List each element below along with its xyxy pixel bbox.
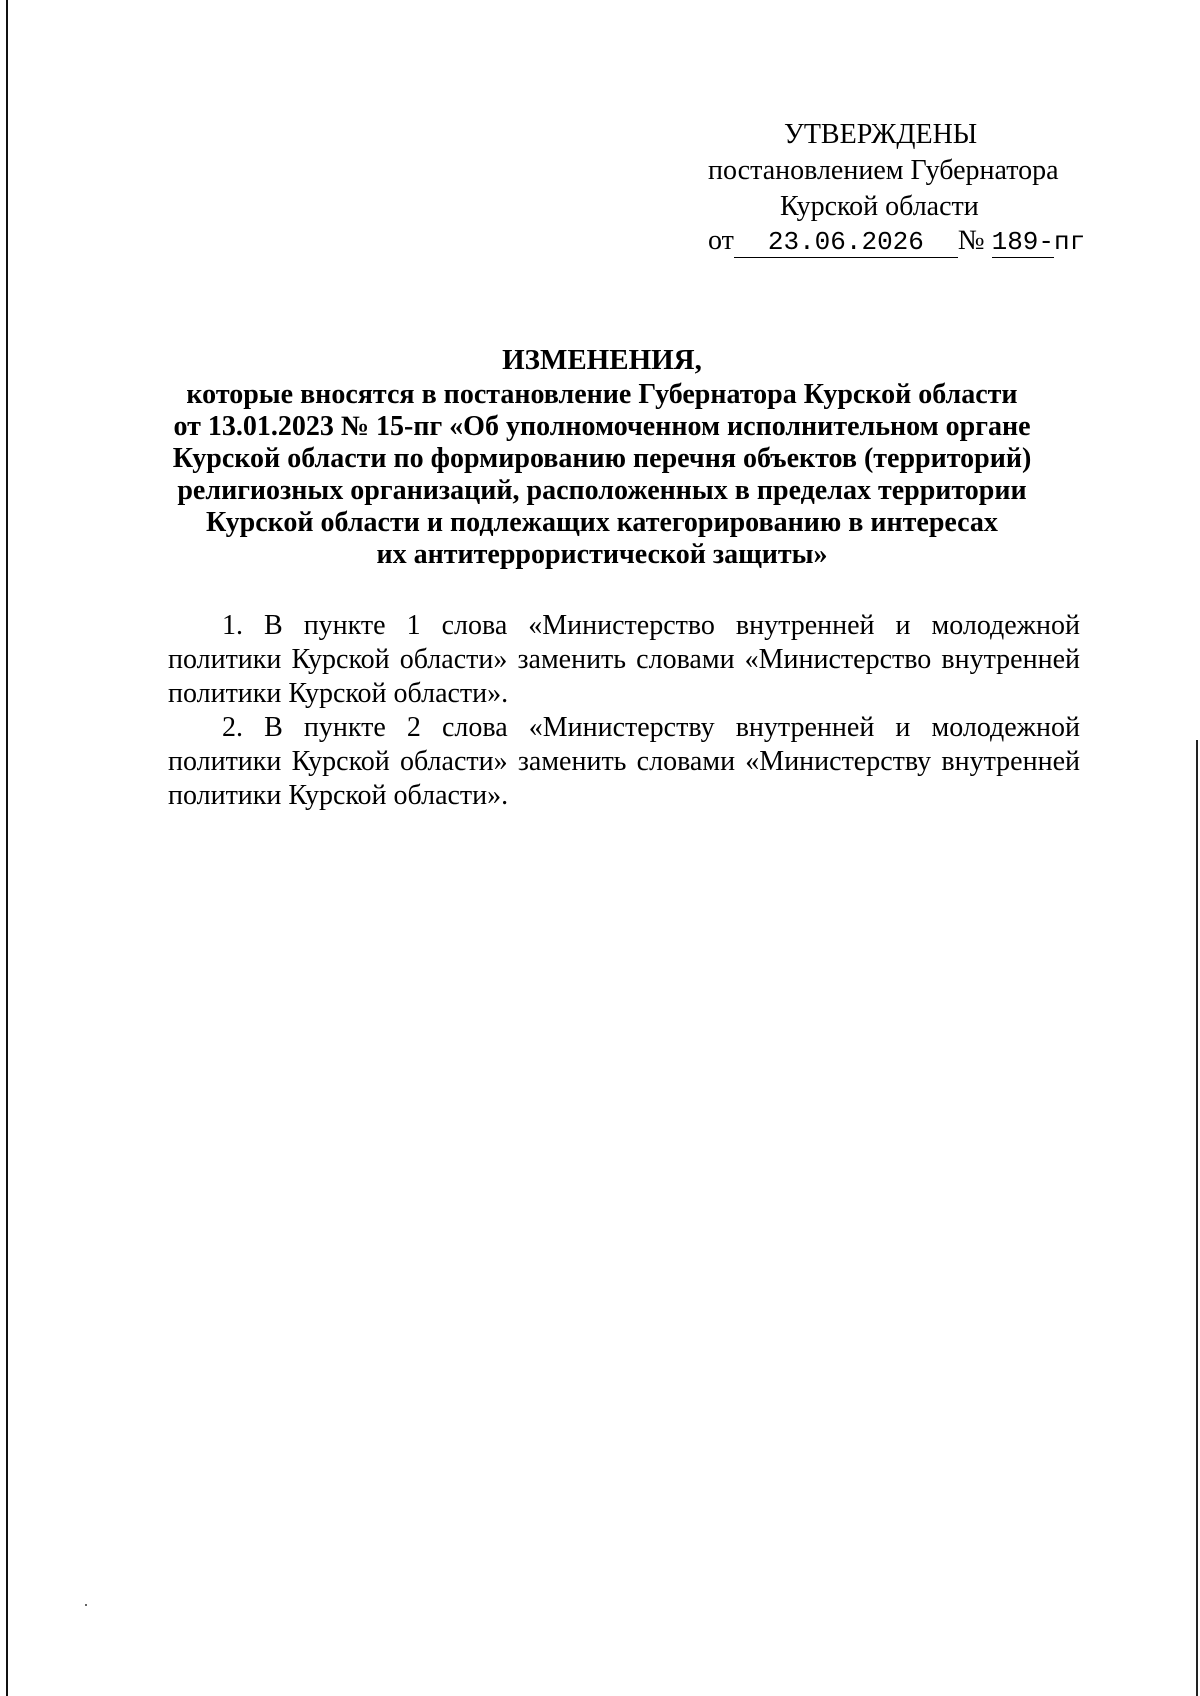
approval-date-number-line bbox=[708, 224, 1085, 259]
title-line: Курской области по формированию перечня объектов (территорий) bbox=[172, 443, 1032, 474]
title-line: религиозных организаций, расположенных в пределах территории bbox=[177, 475, 1027, 506]
title-line: которые вносятся в постановление Губернатора Курской области bbox=[186, 379, 1018, 410]
number-sign: № bbox=[957, 225, 985, 256]
title-heading: ИЗМЕНЕНИЯ, bbox=[502, 344, 702, 376]
scan-border-right bbox=[1196, 740, 1198, 1696]
approval-number: 189- bbox=[991, 227, 1055, 257]
approval-number-suffix: пг bbox=[1054, 227, 1086, 257]
document-title bbox=[150, 344, 1054, 571]
amendment-item-1: 1. В пункте 1 слова «Министерство внутренней и молодежной политики Курской области» заменить словами «Министерство внутренней политики Курской области». bbox=[168, 610, 1080, 709]
title-line: от 13.01.2023 № 15-пг «Об уполномоченном исполнительном органе bbox=[173, 411, 1031, 442]
date-prefix: от bbox=[708, 225, 734, 256]
scan-speck bbox=[85, 1604, 87, 1606]
scan-border-left bbox=[6, 0, 8, 1696]
title-line: Курской области и подлежащих категорированию в интересах bbox=[206, 507, 998, 538]
approval-region-line: Курской области bbox=[780, 191, 979, 222]
document-body bbox=[168, 609, 1080, 813]
title-line: их антитеррористической защиты» bbox=[376, 539, 828, 570]
amendment-item-2: 2. В пункте 2 слова «Министерству внутренней и молодежной политики Курской области» заменить словами «Министерству внутренней политики Курской области». bbox=[168, 712, 1080, 811]
approval-date: 23.06.2026 bbox=[734, 227, 958, 258]
approval-issuer-line: постановлением Губернатора bbox=[708, 155, 1059, 186]
approval-heading: УТВЕРЖДЕНЫ bbox=[784, 119, 978, 150]
